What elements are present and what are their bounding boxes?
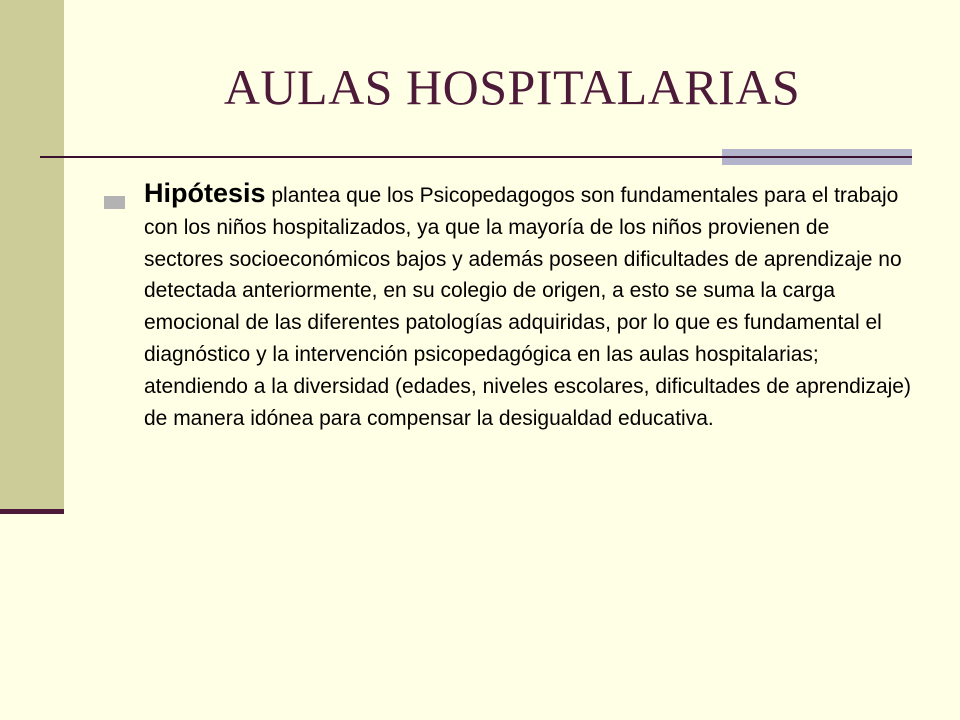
left-accent-bar <box>0 0 64 512</box>
bullet-body-text: plantea que los Psicopedagogos son fundamentales para el trabajo con los niños hospitalizados, ya que la mayoría de los niños provienen de sectores socioeconómicos bajos y además poseen dificultades de aprendizaje no detectada anteriormente, en su colegio de origen, a esto se suma la carga emocional de las diferentes patologías adquiridas, por lo que es fundamental el diagnóstico y la intervención psicopedagógica en las aulas hospitalarias; atendiendo a la diversidad (edades, niveles escolares, dificultades de aprendizaje) de manera idónea para compensar la desigualdad educativa. <box>144 184 911 430</box>
left-accent-bar-underline <box>0 509 64 514</box>
bullet-item <box>104 178 914 434</box>
bullet-lead-term: Hipótesis <box>144 178 266 208</box>
bullet-paragraph <box>144 178 914 434</box>
slide-title: AULAS HOSPITALARIAS <box>223 59 801 115</box>
title-rule-accent-line <box>722 156 912 158</box>
square-bullet-icon <box>104 196 125 209</box>
